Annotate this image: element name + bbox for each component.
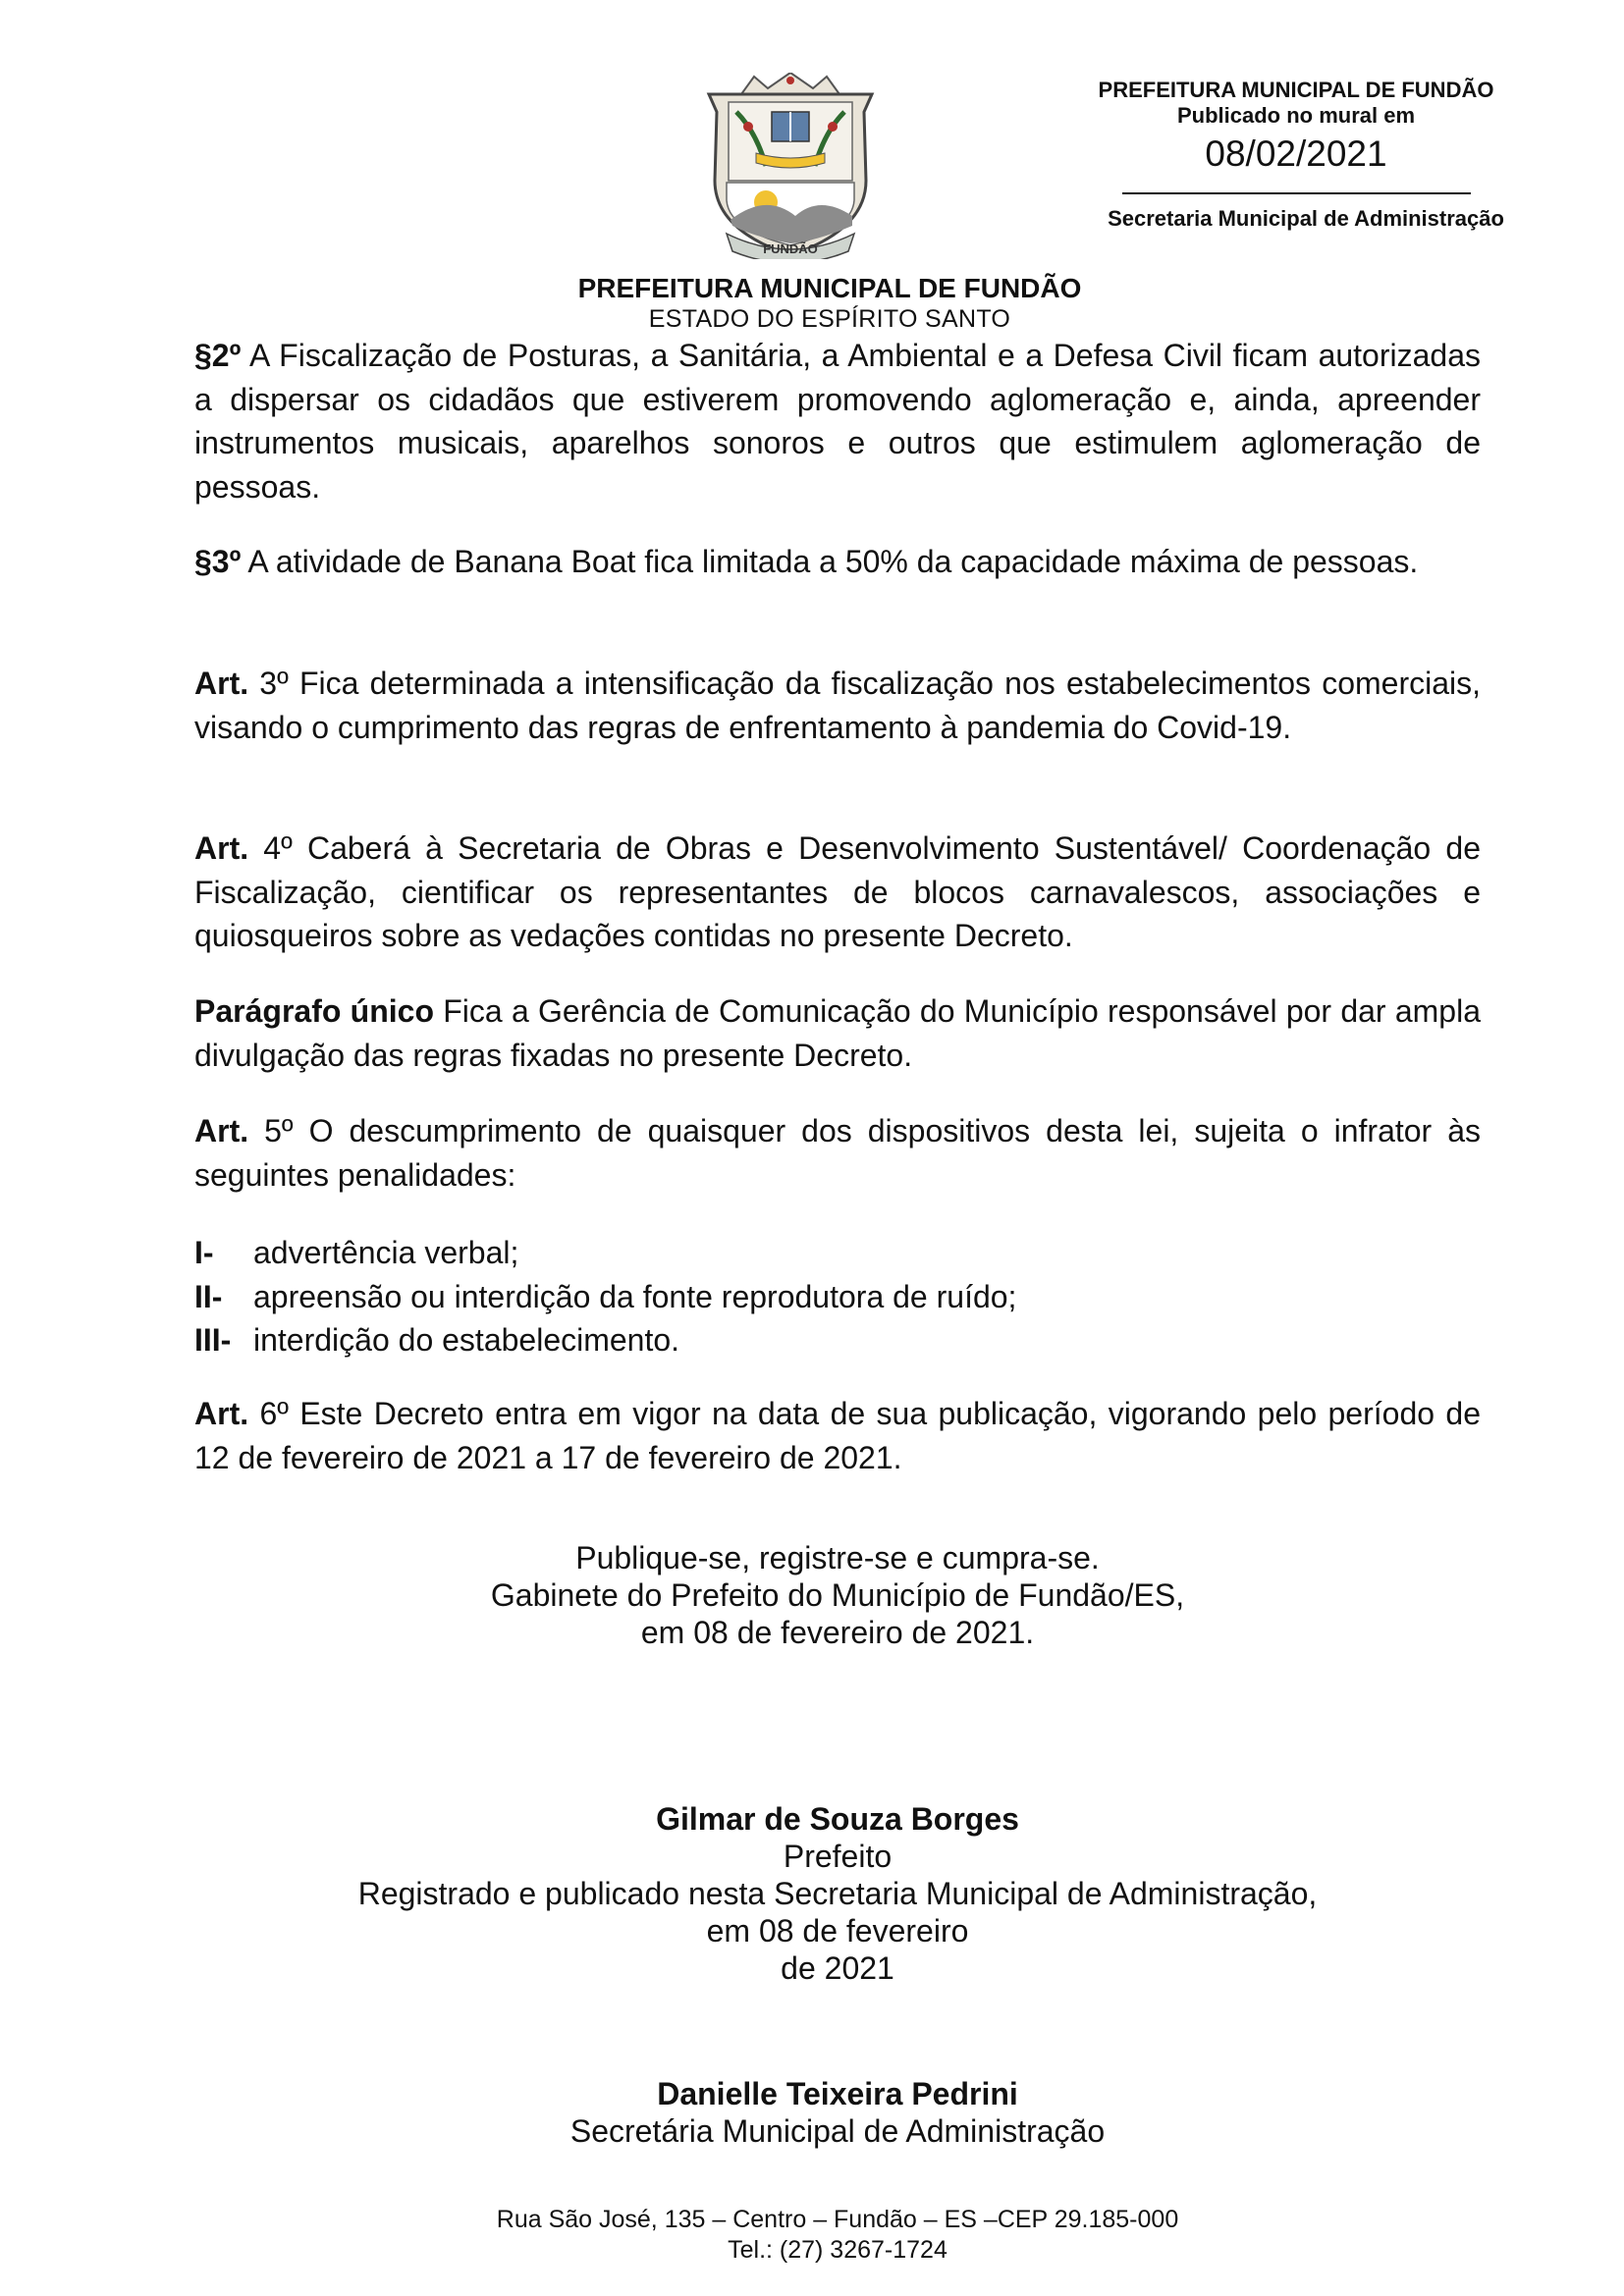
registration-line-1: Registrado e publicado nesta Secretaria Municipal de Administração, — [357, 1876, 1318, 1911]
list-item-number: I- — [194, 1235, 214, 1270]
paragraph-3 — [194, 540, 1481, 584]
page-footer — [194, 2205, 1481, 2266]
page-subtitle: ESTADO DO ESPÍRITO SANTO — [648, 305, 1011, 333]
paragraph-text: A atividade de Banana Boat fica limitada a 50% da capacidade máxima de pessoas. — [241, 544, 1419, 579]
municipal-coat-of-arms — [697, 73, 884, 259]
list-item-text: apreensão ou interdição da fonte reprodutora de ruído; — [253, 1278, 1017, 1314]
registration-line-2: em 08 de fevereiro — [706, 1913, 969, 1949]
banner-text: FUNDÃO — [763, 241, 818, 256]
paragraph-text: A Fiscalização de Posturas, a Sanitária, a Ambiental e a Defesa Civil ficam autorizadas a dispersar os cidadãos que estiverem promovendo aglomeração e, ainda, apreender instrumentos musicais, aparelhos sonoros e outros que estimulem aglomeração de pessoas. — [194, 338, 1481, 505]
publication-stamp — [1051, 77, 1542, 232]
article-5 — [194, 1109, 1481, 1197]
article-text: 4º Caberá à Secretaria de Obras e Desenvolvimento Sustentável/ Coordenação de Fiscalização, cientificar os representantes de blocos carnavalescos, associações e quiosqueiros sobre as vedações contidas no presente Decreto. — [194, 830, 1481, 953]
closing-line-1: Publique-se, registre-se e cumpra-se. — [575, 1540, 1100, 1575]
paragraph-label: §2º — [194, 338, 242, 373]
list-item — [194, 1275, 1481, 1319]
signer-name: Danielle Teixeira Pedrini — [657, 2076, 1018, 2111]
signature-secretary — [194, 2075, 1481, 2150]
signer-role: Prefeito — [783, 1839, 893, 1874]
sole-paragraph — [194, 989, 1481, 1077]
article-text: 6º Este Decreto entra em vigor na data de sua publicação, vigorando pelo período de 12 de fevereiro de 2021 a 17 de fevereiro de 2021. — [194, 1396, 1481, 1475]
stamp-published-label: Publicado no mural em — [1176, 103, 1416, 128]
article-text: 5º O descumprimento de quaisquer dos dispositivos desta lei, sujeita o infrator às seguintes penalidades: — [194, 1113, 1481, 1193]
list-item — [194, 1318, 1481, 1362]
closing-block — [194, 1539, 1481, 1651]
closing-line-2: Gabinete do Prefeito do Município de Fundão/ES, — [490, 1577, 1185, 1613]
footer-phone: Tel.: (27) 3267-1724 — [728, 2236, 947, 2264]
article-text: 3º Fica determinada a intensificação da fiscalização nos estabelecimentos comerciais, visando o cumprimento das regras de enfrentamento à pandemia do Covid-19. — [194, 666, 1481, 745]
article-6 — [194, 1392, 1481, 1479]
article-label: Art. — [194, 1113, 249, 1148]
paragraph-label: Parágrafo único — [194, 993, 434, 1029]
stamp-org: PREFEITURA MUNICIPAL DE FUNDÃO — [1098, 78, 1494, 102]
paragraph-label: §3º — [194, 544, 242, 579]
stamp-secretariat: Secretaria Municipal de Administração — [1108, 206, 1504, 231]
footer-address: Rua São José, 135 – Centro – Fundão – ES –CEP 29.185-000 — [496, 2206, 1179, 2233]
list-item-number: II- — [194, 1278, 223, 1314]
page-title: PREFEITURA MUNICIPAL DE FUNDÃO — [577, 273, 1082, 303]
article-3 — [194, 662, 1481, 749]
closing-line-3: em 08 de fevereiro de 2021. — [640, 1615, 1035, 1650]
stamp-signature-line — [1122, 192, 1471, 194]
list-item-text: interdição do estabelecimento. — [253, 1322, 680, 1358]
penalties-list — [194, 1231, 1481, 1362]
article-label: Art. — [194, 666, 249, 701]
coat-of-arms-icon — [697, 73, 884, 259]
list-item-number: III- — [194, 1322, 232, 1358]
paragraph-text: Fica a Gerência de Comunicação do Município responsável por dar ampla divulgação das regras fixadas no presente Decreto. — [194, 993, 1481, 1073]
signer-name: Gilmar de Souza Borges — [656, 1801, 1019, 1837]
signer-role: Secretária Municipal de Administração — [569, 2113, 1106, 2149]
stamp-date: 08/02/2021 — [1205, 133, 1387, 174]
article-label: Art. — [194, 1396, 249, 1431]
list-item — [194, 1231, 1481, 1275]
article-4 — [194, 827, 1481, 958]
signature-mayor — [194, 1800, 1481, 1987]
paragraph-2 — [194, 334, 1481, 508]
registration-line-3: de 2021 — [781, 1950, 894, 1986]
article-label: Art. — [194, 830, 249, 866]
list-item-text: advertência verbal; — [253, 1235, 519, 1270]
